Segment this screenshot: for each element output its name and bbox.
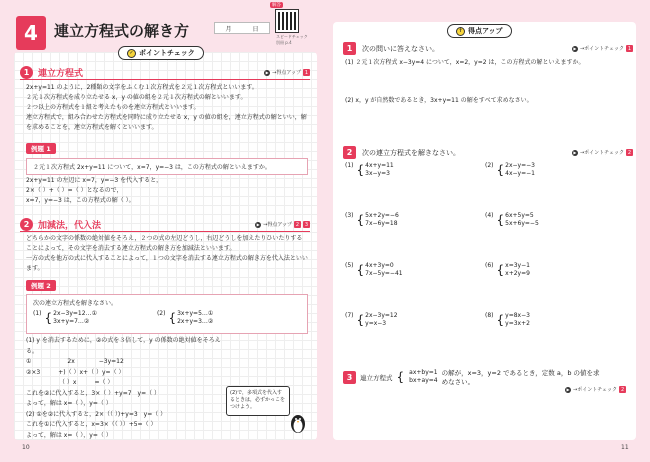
page-number-left: 10 [22,444,30,451]
brace-icon: { [356,163,365,177]
brace-icon: { [396,370,405,384]
q2-item-6-eq-1: x=3y−1 [505,262,530,269]
q2-item-5-label: (5) [345,262,354,269]
q2-item-1 [345,162,394,178]
q1-sub2: (2) x，y が自然数であるとき，3x+y=11 の解をすべて求めなさい。 [345,97,533,104]
q2-item-6 [485,262,530,278]
work2-line-1: (1) y を消去するために，②の式を３倍して，y の係数の絶対値をそろえる。 [26,337,221,355]
chapter-title: 連立方程式の解き方 [54,22,190,40]
work2-line-5[interactable]: これを②に代入すると，3×（ ）+y=7 y=（ ） [26,389,161,397]
section2-header [20,218,310,232]
example2-tag: 例題 2 [26,280,56,291]
point-check-pill [118,46,204,60]
hint-note: (2)で，多項式を代入するときは，必ずかっこをつけよう。 [226,386,290,416]
q1-ref-label: →ポイントチェック [579,46,624,52]
q2-item-8-eq-1: y=8x−3 [505,312,530,319]
q2-ref-num: 2 [627,149,632,156]
brace-icon: { [496,313,505,327]
answer-page-ref: 別冊 p.4 [276,40,292,45]
q2-item-2-eq-1: 2x−y=−3 [505,162,535,169]
page-number-right: 11 [621,444,629,451]
q2-item-2-label: (2) [485,162,494,169]
example1 [26,143,308,175]
system-1-label: (1) [33,310,42,317]
example1-text: ２元１次方程式 2x+y=11 について，x=7，y=−3 は，この方程式の解といえますか。 [26,158,308,175]
example1-tag: 例題 1 [26,143,56,154]
q2-number: 2 [343,146,356,159]
work2-line-6[interactable]: よって，解は x=（ ），y=（ ） [26,400,112,407]
q3-title-post: の解が，x=3，y=2 であるとき，定数 a，b の値を求めなさい。 [441,369,600,386]
q2-title: 次の連立方程式を解きなさい。 [362,148,460,157]
arrow-right-icon: ▶ [256,222,260,227]
example2-intro: 次の連立方程式を解きなさい。 [33,300,118,307]
q2-item-2-eq-2: 4x−y=−1 [505,170,535,177]
brace-icon: { [356,213,365,227]
system-2-eq-1: 3x+y=5…① [177,310,214,317]
section1-ref[interactable] [264,69,310,76]
right-page [325,0,650,462]
example2-system-1 [33,310,97,326]
q2-item-3-eq-1: 5x+2y=−6 [365,212,399,219]
q2-item-7-eq-2: y=x−3 [365,320,387,327]
section1-ref-num: 1 [304,69,309,76]
penguin-icon [290,410,306,434]
q2-item-3 [345,212,399,228]
arrow-up-icon: ↑ [456,27,465,36]
q2-item-5 [345,262,403,278]
check-icon: ✓ [127,49,136,58]
q2-item-4-eq-2: 5x+6y=−5 [505,220,539,227]
q2-item-4-eq-1: 6x+5y=5 [505,212,534,219]
q1-header [343,42,633,55]
bullet-5: どちらかの文字の係数の絶対値をそろえ，２つの式の左辺どうし，右辺どうしを加えたりひいたりすることによって，その文字を消去する連立方程式の解き方を加減法といいます。 [26,235,303,252]
q2-item-7-label: (7) [345,312,354,319]
q3-header [343,368,633,386]
q1-title: 次の問いに答えなさい。 [362,44,439,53]
q2-item-3-eq-2: 7x−6y=18 [365,220,398,227]
bullet-6: 一方の式を他方の式に代入することによって，１つの文字を消去する連立方程式の解き方を代入法といいます。 [26,255,308,272]
section2-ref[interactable] [255,221,310,228]
brace-icon: { [356,313,365,327]
q2-item-4 [485,212,539,228]
section1-number: 1 [20,66,33,79]
example2-box [26,294,308,334]
section1-title: 連立方程式 [38,69,84,79]
work2-line-3[interactable]: ②×3 +)（ ）x+（ ）y=（ ） [26,368,125,376]
q2-item-7-eq-1: 2x−3y=12 [365,312,398,319]
q2-item-1-eq-1: 4x+y=11 [365,162,394,169]
chapter-number: 4 [16,16,46,50]
q3-ref-num: 2 [620,386,625,393]
q1-number: 1 [343,42,356,55]
brace-icon: { [496,263,505,277]
q2-ref-label: →ポイントチェック [579,150,624,156]
system-2-label: (2) [156,310,166,317]
q1-sub1: (1) ２元１次方程式 x−3y=4 について，x=2，y=2 は，この方程式の解といえますか。 [345,59,585,66]
example2-work [26,336,226,441]
work2-line-4[interactable]: （ ）x =（ ） [26,379,114,386]
bullet-2: ２元１次方程式を成り立たせる x，y の値の組を２元１次方程式の解といいます。 [26,94,247,101]
brace-icon: { [168,311,177,325]
date-box[interactable] [214,22,270,34]
q2-item-1-eq-2: 3x−y=3 [365,170,390,177]
work2-line-8[interactable]: これを①に代入すると，x=3×（（ ））+5=（ ） [26,421,157,428]
q2-item-8-label: (8) [485,312,494,319]
section2-ref-num-b: 3 [304,221,309,228]
arrow-right-icon: ▶ [573,150,577,155]
q2-item-3-label: (3) [345,212,354,219]
brace-icon: { [496,163,505,177]
work2-line-7[interactable]: (2) ①を②に代入すると，2×（（ ）)+y=3 y=（ ） [26,410,167,418]
q2-item-6-eq-2: x+2y=9 [505,270,530,277]
q2-item-1-label: (1) [345,162,354,169]
bullet-1: 2x+y=11 のように，2種類の文字をふくむ１次方程式を２元１次方程式といいます。 [26,84,258,91]
bullet-3: ２つ以上の方程式を１組と考えたものを連立方程式といいます。 [26,104,200,111]
q3-eq-2: bx+ay=4 [409,377,438,384]
section2-ref-num-a: 2 [295,221,300,228]
work-line-3[interactable]: x=7，y=−3 は，この方程式の解（ ）。 [26,197,135,204]
q3-eq-1: ax+by=1 [409,369,438,376]
section1-ref-label: →得点アップ [272,70,301,76]
arrow-right-icon: ▶ [573,46,577,51]
score-up-pill [447,24,512,38]
q2-ref[interactable] [572,149,633,156]
arrow-right-icon: ▶ [265,70,269,75]
q1-ref[interactable] [572,45,633,52]
q2-item-5-eq-1: 4x+3y=0 [365,262,394,269]
q3-number: 3 [343,371,356,384]
section1-bullets [26,83,308,133]
section2-bullets [26,234,308,274]
q3-title-pre: 連立方程式 [360,373,393,382]
work2-line-9[interactable]: よって，解は x=（ ），y=（ ） [26,431,112,439]
point-check-label: ポイントチェック [139,49,195,57]
qr-label: 解答 [272,3,281,8]
score-up-label: 得点アップ [468,27,503,35]
arrow-right-icon: ▶ [566,387,570,392]
q2-item-7 [345,312,398,328]
q2-item-6-label: (6) [485,262,494,269]
system-1-eq-1: 2x−3y=12…① [53,310,97,317]
qr-caption: スピードチェック [276,34,308,39]
work-line-2[interactable]: 2×（ ）+（ ）=（ ）となるので， [26,187,123,194]
section1-header [20,66,310,80]
q1-ref-num: 1 [627,45,632,52]
q2-item-8 [485,312,530,328]
brace-icon: { [356,263,365,277]
q3-ref-label: →ポイントチェック [573,387,618,393]
example2 [26,280,308,334]
q2-header [343,146,633,159]
system-1-eq-2: 3x+y=7…② [53,318,90,325]
section2-ref-label: →得点アップ [263,222,292,228]
brace-icon: { [496,213,505,227]
bullet-4: 連立方程式で，組み合わせた方程式を同時に成り立たせる x，y の値の組を，連立方程式の解といい，解を求めることを，連立方程式を解くといいます。 [26,114,307,131]
work2-line-2: ① 2x −3y=12 [26,358,124,365]
q2-item-5-eq-2: 7x−5y=−41 [365,270,403,277]
q2-item-4-label: (4) [485,212,494,219]
q3-ref[interactable] [565,386,626,393]
date-day: 日 [252,25,259,33]
section2-number: 2 [20,218,33,231]
q2-item-2 [485,162,535,178]
section2-title: 加減法，代入法 [38,221,102,231]
qr-code-icon[interactable] [276,10,298,32]
example2-system-2 [157,310,213,326]
system-2-eq-2: 2x+y=3…② [177,318,214,325]
example1-work [26,176,308,206]
work-line-1: 2x+y=11 の左辺に x=7，y=−3 を代入すると， [26,177,163,184]
brace-icon: { [44,311,53,325]
q2-item-8-eq-2: y=3x+2 [505,320,530,327]
date-month: 月 [225,25,232,33]
